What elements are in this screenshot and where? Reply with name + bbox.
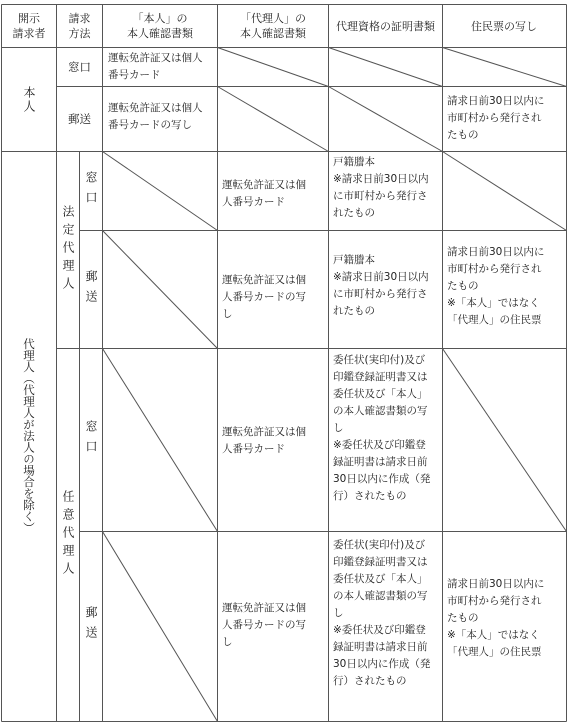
method-principal-mail: 郵送 xyxy=(68,112,91,126)
method-voluntary-mail: 郵送 xyxy=(84,606,98,646)
cell-principal-mail-id: 運転免許証又は個人 番号カードの写し xyxy=(108,102,203,131)
cell-voluntary-mail-agent-id: 運転免許証又は個 人番号カードの写 し xyxy=(222,602,306,648)
method-legal-counter: 窓口 xyxy=(84,171,98,211)
cell-legal-counter-proof: 戸籍謄本 ※請求日前30日以内 に市町村から発行さ れたもの xyxy=(333,156,429,219)
method-voluntary-counter: 窓口 xyxy=(84,420,98,460)
label-principal: 本人 xyxy=(22,85,36,114)
diagonal-mark xyxy=(218,48,329,87)
cell-principal-counter-id: 運転免許証又は個人 番号カード xyxy=(108,52,203,81)
diagonal-mark xyxy=(103,231,218,349)
cell-legal-counter-agent-id: 運転免許証又は個 人番号カード xyxy=(222,179,306,208)
cell-legal-mail-proof: 戸籍謄本 ※請求日前30日以内 に市町村から発行さ れたもの xyxy=(333,254,429,317)
label-legal-agent: 法定代理人 xyxy=(61,205,75,295)
header-agent-id: 「代理人」の 本人確認書類 xyxy=(240,12,306,40)
diagonal-mark xyxy=(443,349,567,532)
method-principal-counter: 窓口 xyxy=(68,60,91,74)
header-requester: 開示 請求者 xyxy=(12,12,46,40)
cell-voluntary-counter-agent-id: 運転免許証又は個 人番号カード xyxy=(222,426,306,455)
diagonal-mark xyxy=(443,152,567,231)
header-principal-id: 「本人」の 本人確認書類 xyxy=(127,12,193,40)
header-method: 請求 方法 xyxy=(68,12,91,40)
diagonal-mark xyxy=(103,532,218,722)
diagonal-mark xyxy=(329,48,443,87)
header-residence: 住民票の写し xyxy=(471,19,537,33)
diagonal-mark xyxy=(103,152,218,231)
cell-voluntary-counter-proof: 委任状(実印付)及び 印鑑登録証明書又は 委任状及び「本人」 の本人確認書類の写 し ※委任状及び印鑑登 録証明書は請求日前 30日以内に作成（発 行）されたもの xyxy=(333,354,431,502)
diagonal-mark xyxy=(103,349,218,532)
diagonal-mark xyxy=(218,87,329,152)
header-agency-proof: 代理資格の証明書類 xyxy=(336,19,435,33)
cell-legal-mail-residence: 請求日前30日以内に 市町村から発行され たもの ※「本人」ではなく 「代理人」の住民票 xyxy=(447,246,545,326)
cell-legal-mail-agent-id: 運転免許証又は個 人番号カードの写 し xyxy=(222,274,306,320)
diagonal-mark xyxy=(443,48,567,87)
cell-voluntary-mail-proof: 委任状(実印付)及び 印鑑登録証明書又は 委任状及び「本人」 の本人確認書類の写 し ※委任状及び印鑑登 録証明書は請求日前 30日以内に作成（発 行）されたもの xyxy=(333,539,431,687)
cell-principal-mail-residence: 請求日前30日以内に 市町村から発行され たもの xyxy=(447,95,545,141)
label-voluntary-agent: 任意代理人 xyxy=(61,489,75,580)
diagonal-mark xyxy=(329,87,443,152)
method-legal-mail: 郵送 xyxy=(84,269,98,310)
label-agent: 代理人（代理人が法人の場合を除く） xyxy=(22,338,36,534)
cell-voluntary-mail-residence: 請求日前30日以内に 市町村から発行され たもの ※「本人」ではなく 「代理人」の住民票 xyxy=(447,578,545,658)
